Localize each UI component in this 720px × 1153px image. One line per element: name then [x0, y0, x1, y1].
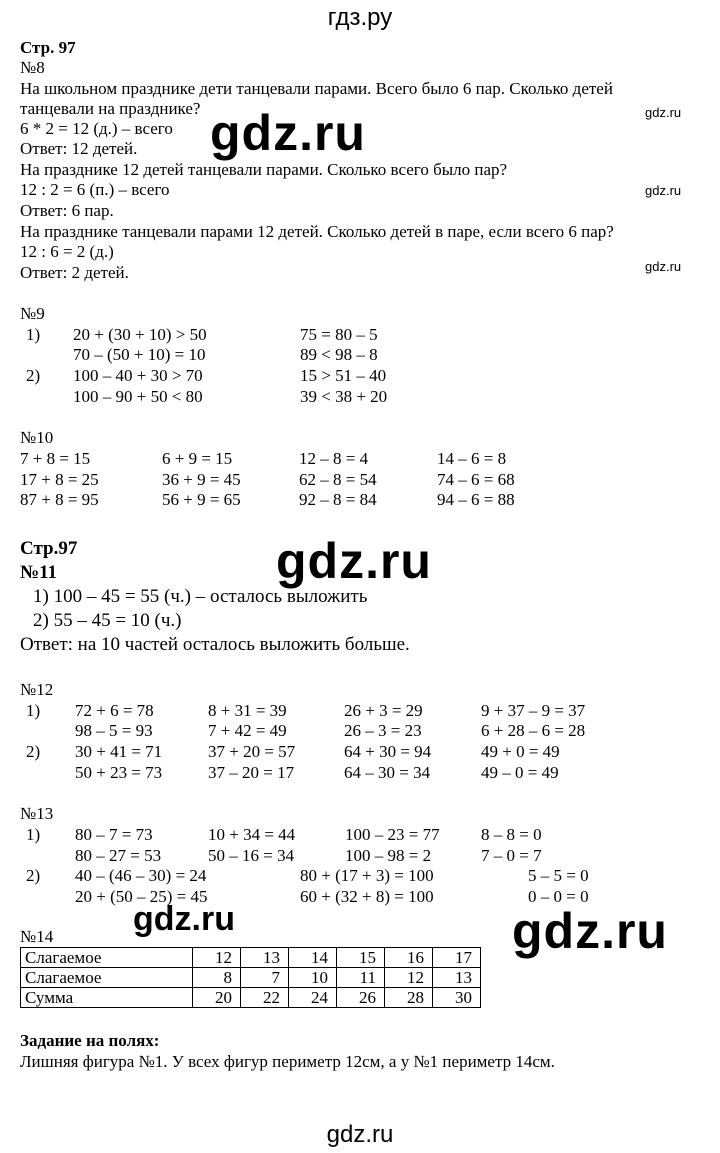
- table-cell: 14: [289, 948, 337, 968]
- task-number: №12: [20, 680, 54, 699]
- equation: 50 – 16 = 34: [208, 846, 295, 865]
- text-line: На празднике 12 детей танцевали парами. Сколько всего было пар?: [20, 160, 508, 179]
- sum-table: [20, 947, 481, 1008]
- equation: 80 – 7 = 73: [75, 825, 153, 844]
- item-marker: 2): [26, 866, 41, 885]
- table-cell: 15: [337, 948, 385, 968]
- table-cell: 12: [193, 948, 241, 968]
- row-label: Слагаемое: [21, 968, 193, 988]
- watermark: gdz.ru: [133, 900, 235, 938]
- task-number: №14: [20, 927, 54, 946]
- equation: 62 – 8 = 54: [299, 470, 377, 489]
- table-cell: 11: [337, 968, 385, 988]
- equation: 14 – 6 = 8: [437, 449, 507, 468]
- text-line: 12 : 6 = 2 (д.): [20, 242, 114, 261]
- table-cell: 8: [193, 968, 241, 988]
- equation: 89 < 98 – 8: [300, 345, 378, 364]
- equation: 10 + 34 = 44: [208, 825, 296, 844]
- equation: 0 – 0 = 0: [528, 887, 589, 906]
- equation: 87 + 8 = 95: [20, 490, 99, 509]
- equation: 37 + 20 = 57: [208, 742, 296, 761]
- equation: 20 + (50 – 25) = 45: [75, 887, 208, 906]
- equation: 12 – 8 = 4: [299, 449, 369, 468]
- watermark: gdz.ru: [645, 259, 682, 274]
- equation: 75 = 80 – 5: [300, 325, 378, 344]
- table-cell: 12: [385, 968, 433, 988]
- answer-line: Ответ: на 10 частей осталось выложить больше.: [20, 634, 410, 655]
- watermark: gdz.ru: [210, 105, 366, 161]
- margin-task-title: Задание на полях:: [20, 1031, 160, 1050]
- item-marker: 2): [26, 366, 41, 385]
- page-heading: Стр.97: [20, 538, 78, 559]
- equation: 17 + 8 = 25: [20, 470, 99, 489]
- equation: 40 – (46 – 30) = 24: [75, 866, 207, 885]
- equation: 92 – 8 = 84: [299, 490, 377, 509]
- equation: 39 < 38 + 20: [300, 387, 388, 406]
- equation: 100 – 40 + 30 > 70: [73, 366, 203, 385]
- watermark: gdz.ru: [645, 183, 682, 198]
- equation: 6 + 28 – 6 = 28: [481, 721, 586, 740]
- task-number: №10: [20, 428, 54, 447]
- text-line: Ответ: 6 пар.: [20, 201, 114, 220]
- table-cell: 30: [433, 988, 481, 1008]
- table-row: [21, 948, 481, 968]
- table-cell: 28: [385, 988, 433, 1008]
- text-line: Ответ: 2 детей.: [20, 263, 129, 282]
- task-number: №11: [20, 562, 58, 583]
- equation: 5 – 5 = 0: [528, 866, 589, 885]
- task-number: №9: [20, 304, 45, 323]
- table-cell: 16: [385, 948, 433, 968]
- site-header: гдз.ру: [327, 4, 393, 31]
- equation: 74 – 6 = 68: [437, 470, 515, 489]
- equation: 9 + 37 – 9 = 37: [481, 701, 586, 720]
- text-line: Ответ: 12 детей.: [20, 139, 138, 158]
- equation: 80 – 27 = 53: [75, 846, 162, 865]
- table-cell: 13: [241, 948, 289, 968]
- item-marker: 1): [26, 325, 41, 344]
- table-cell: 26: [337, 988, 385, 1008]
- row-label: Сумма: [21, 988, 193, 1008]
- text-line: На школьном празднике дети танцевали парами. Всего было 6 пар. Сколько детей: [20, 79, 613, 98]
- task-number: №8: [20, 58, 45, 77]
- equation: 8 + 31 = 39: [208, 701, 287, 720]
- equation: 80 + (17 + 3) = 100: [300, 866, 434, 885]
- text-line: 1) 100 – 45 = 55 (ч.) – осталось выложить: [33, 586, 368, 607]
- table-cell: 17: [433, 948, 481, 968]
- equation: 64 – 30 = 34: [344, 763, 431, 782]
- equation: 7 + 8 = 15: [20, 449, 91, 468]
- table-row: [21, 968, 481, 988]
- equation: 36 + 9 = 45: [162, 470, 241, 489]
- watermark: gdz.ru: [276, 533, 432, 589]
- site-footer: gdz.ru: [326, 1121, 394, 1148]
- equation: 64 + 30 = 94: [344, 742, 432, 761]
- table-cell: 7: [241, 968, 289, 988]
- watermark: gdz.ru: [645, 105, 682, 120]
- equation: 70 – (50 + 10) = 10: [73, 345, 206, 364]
- margin-task-text: Лишняя фигура №1. У всех фигур периметр 12см, а у №1 периметр 14см.: [20, 1052, 555, 1071]
- equation: 6 + 9 = 15: [162, 449, 233, 468]
- equation: 49 + 0 = 49: [481, 742, 560, 761]
- table-cell: 13: [433, 968, 481, 988]
- text-line: танцевали на празднике?: [20, 99, 201, 118]
- equation: 7 + 42 = 49: [208, 721, 287, 740]
- item-marker: 1): [26, 825, 41, 844]
- equation: 94 – 6 = 88: [437, 490, 515, 509]
- watermark: gdz.ru: [512, 903, 668, 959]
- table-cell: 10: [289, 968, 337, 988]
- item-marker: 1): [26, 701, 41, 720]
- equation: 37 – 20 = 17: [208, 763, 295, 782]
- equation: 30 + 41 = 71: [75, 742, 163, 761]
- task-number: №13: [20, 804, 54, 823]
- equation: 15 > 51 – 40: [300, 366, 387, 385]
- equation: 72 + 6 = 78: [75, 701, 154, 720]
- equation: 8 – 8 = 0: [481, 825, 542, 844]
- equation: 100 – 23 = 77: [345, 825, 440, 844]
- table-row: [21, 988, 481, 1008]
- page-heading: Стр. 97: [20, 38, 76, 57]
- equation: 20 + (30 + 10) > 50: [73, 325, 207, 344]
- text-line: На празднике танцевали парами 12 детей. Сколько детей в паре, если всего 6 пар?: [20, 222, 614, 241]
- item-marker: 2): [26, 742, 41, 761]
- equation: 50 + 23 = 73: [75, 763, 163, 782]
- equation: 60 + (32 + 8) = 100: [300, 887, 434, 906]
- text-line: 2) 55 – 45 = 10 (ч.): [33, 610, 182, 631]
- equation: 49 – 0 = 49: [481, 763, 559, 782]
- table-cell: 20: [193, 988, 241, 1008]
- row-label: Слагаемое: [21, 948, 193, 968]
- table-cell: 22: [241, 988, 289, 1008]
- equation: 100 – 98 = 2: [345, 846, 432, 865]
- text-line: 12 : 2 = 6 (п.) – всего: [20, 180, 170, 199]
- equation: 7 – 0 = 7: [481, 846, 542, 865]
- equation: 56 + 9 = 65: [162, 490, 241, 509]
- equation: 26 – 3 = 23: [344, 721, 422, 740]
- equation: 100 – 90 + 50 < 80: [73, 387, 203, 406]
- table-cell: 24: [289, 988, 337, 1008]
- equation: 26 + 3 = 29: [344, 701, 423, 720]
- text-line: 6 * 2 = 12 (д.) – всего: [20, 119, 173, 138]
- equation: 98 – 5 = 93: [75, 721, 153, 740]
